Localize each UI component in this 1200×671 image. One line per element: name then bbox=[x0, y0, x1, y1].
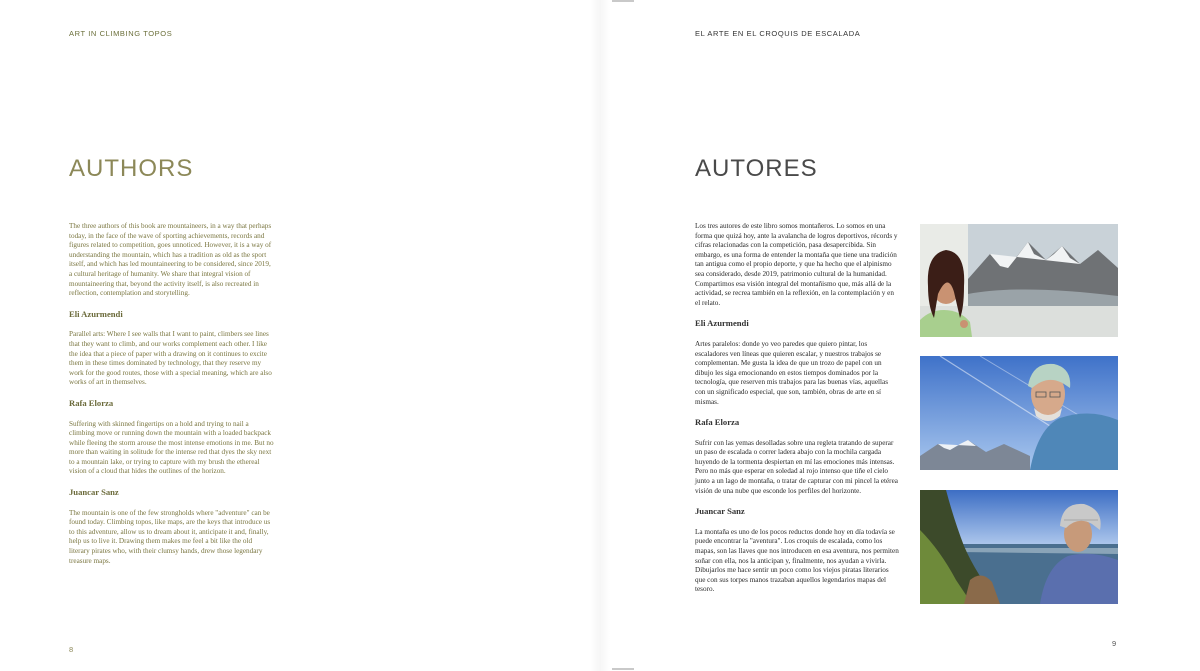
right-author-name-juancar: Juancar Sanz bbox=[695, 506, 745, 517]
left-author-name-juancar: Juancar Sanz bbox=[69, 487, 119, 498]
photo-eli-azurmendi bbox=[920, 224, 1118, 337]
left-intro-paragraph: The three authors of this book are mountaineers, in a way that perhaps today, in the face of the wave of sporting achievements, records and figures related to competition, goes unnoticed. However, it is a way of understanding the mountain, which has a tradition as old as the sport itself, and which has led mountaineering to be considered, since 2019, a cultural heritage of humanity. We share that integral vision of mountaineering that, beyond the activity itself, is also recreated in reflection, contemplation and storytelling. bbox=[69, 222, 272, 298]
right-body-column bbox=[695, 222, 900, 595]
left-author-text-rafa: Suffering with skinned fingertips on a hold and trying to nail a climbing move or running down the mountain with a loaded backpack while fleeing the storm arouse the most intense emotions in me. But no more than waiting in solitude for the intense red that dyes the sky next to a mountain lake, or trying to capture with my brush the ethereal vision of a cloud that hides the outlines of the horizon. bbox=[69, 419, 274, 476]
right-intro-paragraph: Los tres autores de este libro somos montañeros. Lo somos en una forma que quizá hoy, ante la avalancha de logros deportivos, récords y cifras relacionadas con la competición, pasa desapercibida. Sin embargo, es una forma de entender la montaña que tiene una tradición tan antigua como el propio deporte, y que ha hecho que el alpinismo sea considerado, desde 2019, patrimonio cultural de la humanidad. Compartimos esa visión integral del montañismo que, más allá de la actividad, se recrea también en la reflexión, en la contemplación y en el relato. bbox=[695, 222, 898, 307]
gutter-mark-top bbox=[612, 0, 634, 2]
right-author-text-eli: Artes paralelos: donde yo veo paredes que quiero pintar, los escaladores ven líneas que quieren escalar, y nuestros trabajos se complementan. Me gusta la idea de que un trozo de papel con un dibujo les siga emocionando en estos tiempos dominados por la tecnología, que reserven mis trabajos para las buenas vías, aquellas con un significado especial, que son, también, obras de arte en sí mismas. bbox=[695, 339, 888, 406]
gutter-mark-bottom bbox=[612, 668, 634, 670]
right-author-text-juancar: La montaña es uno de los pocos reductos donde hoy en día todavía se puede encontrar la "aventura". Los croquis de escalada, como los mapas, son las llaves que nos introducen en esa aventura, nos permiten soñar con ella, nos la anticipan y, finalmente, nos ayudan a vivirla. Dibujarlos me hace sentir un poco como los viejos piratas literarios que con sus torpes manos trazaban aquellos legendarios mapas del tesoro. bbox=[695, 527, 899, 594]
left-page-number: 8 bbox=[69, 645, 74, 654]
left-body-column bbox=[69, 222, 274, 566]
left-author-text-juancar: The mountain is one of the few strongholds where "adventure" can be found today. Climbing topos, like maps, are the keys that introduce us to this adventure, allow us to dream about it, anticipate it and, finally, help us to live it. Drawing them makes me feel a bit like the old literary pirates who, with their clumsy hands, drew those legendary treasure maps. bbox=[69, 508, 271, 565]
left-author-name-eli: Eli Azurmendi bbox=[69, 308, 123, 319]
right-page-number: 9 bbox=[1112, 639, 1117, 648]
gutter-shadow bbox=[590, 0, 610, 671]
photo-juancar-sanz bbox=[920, 490, 1118, 604]
left-page-title: AUTHORS bbox=[69, 155, 194, 182]
left-author-name-rafa: Rafa Elorza bbox=[69, 397, 114, 408]
photo-rafa-elorza bbox=[920, 356, 1118, 470]
right-running-head: EL ARTE EN EL CROQUIS DE ESCALADA bbox=[695, 29, 861, 38]
left-author-text-eli: Parallel arts: Where I see walls that I want to paint, climbers see lines that they want to climb, and our works complement each other. I like the idea that a piece of paper with a drawing on it continues to excite them in these times dominated by technology, that they reserve my work for the good routes, those with a special meaning, which are also works of art in themselves. bbox=[69, 330, 272, 387]
right-page bbox=[600, 0, 1200, 671]
left-running-head: ART IN CLIMBING TOPOS bbox=[69, 29, 173, 38]
right-page-title: AUTORES bbox=[695, 155, 818, 182]
right-author-name-eli: Eli Azurmendi bbox=[695, 318, 749, 329]
right-author-name-rafa: Rafa Elorza bbox=[695, 417, 740, 428]
right-author-text-rafa: Sufrir con las yemas desolladas sobre una regleta tratando de superar un paso de escalada o correr ladera abajo con la mochila cargada huyendo de la tormenta despiertan en mí las emociones más intensas. Pero no más que esperar en soledad al rojo intenso que tiñe el cielo junto a un lago de montaña, o tratar de capturar con mi pincel la etérea visión de una nube que esconde los perfiles del horizonte. bbox=[695, 438, 898, 495]
